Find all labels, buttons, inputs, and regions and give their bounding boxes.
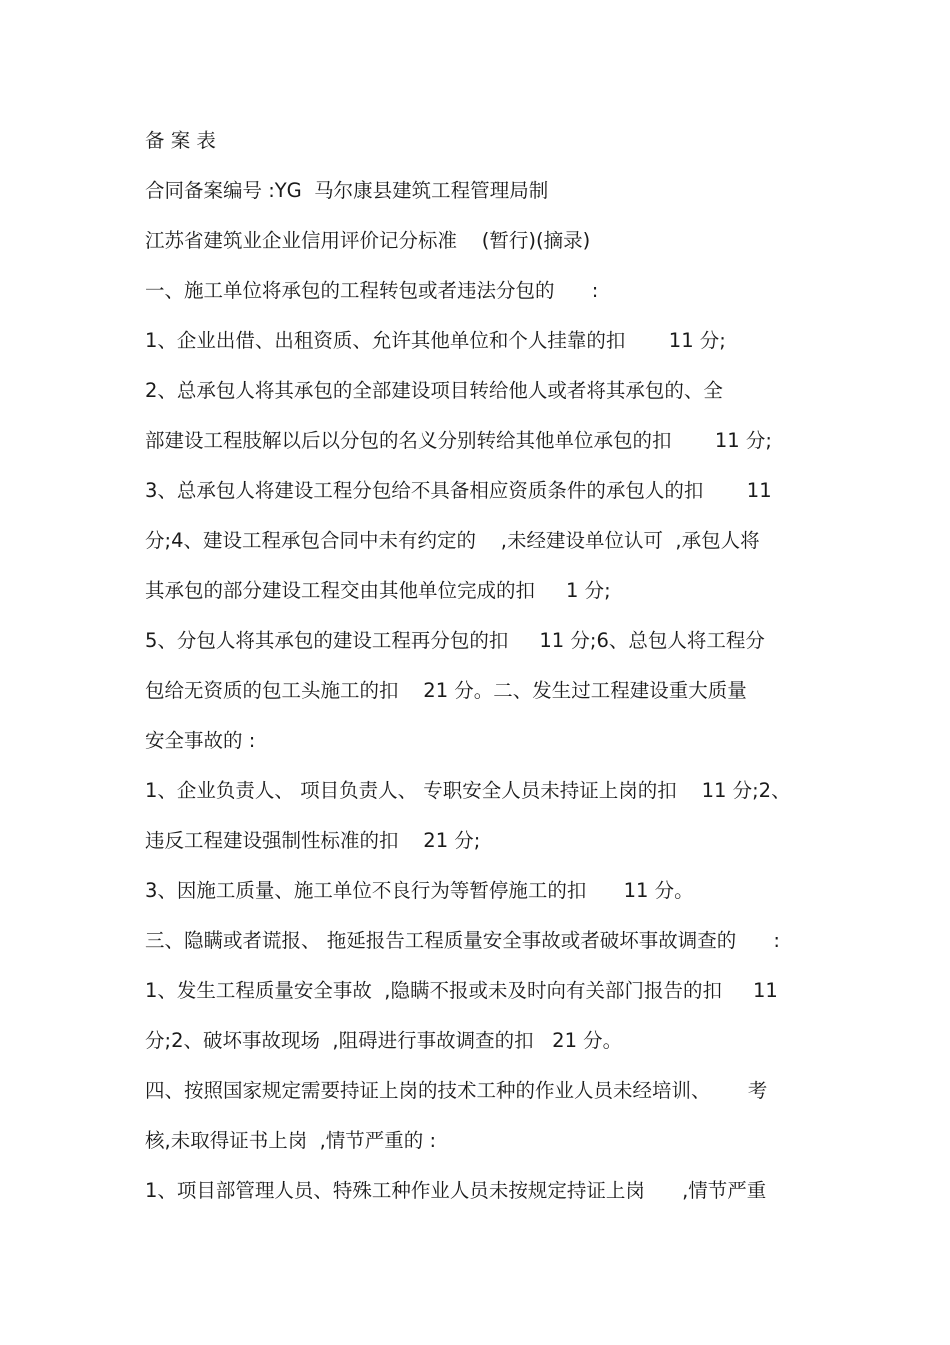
section-one-heading: 一、施工单位将承包的工程转包或者违法分包的 : [145, 279, 599, 302]
text-line: 分;2、破坏事故现场 ,阻碍进行事故调查的扣 21 分。 [145, 1029, 623, 1052]
text-line: 1、项目部管理人员、特殊工种作业人员未按规定持证上岗 ,情节严重 [145, 1179, 767, 1202]
text-line: 分;4、建设工程承包合同中未有约定的 ,未经建设单位认可 ,承包人将 [145, 529, 760, 552]
text-line: 包给无资质的包工头施工的扣 21 分。二、发生过工程建设重大质量 [145, 679, 747, 702]
text-line: 1、企业负责人、 项目负责人、 专职安全人员未持证上岗的扣 11 分;2、 [145, 779, 791, 802]
document-title: 备 案 表 [145, 129, 216, 152]
text-line: 3、总承包人将建设工程分包给不具备相应资质条件的承包人的扣 11 [145, 479, 772, 502]
text-line: 安全事故的 : [145, 729, 256, 752]
text-line: 1、企业出借、出租资质、允许其他单位和个人挂靠的扣 11 分; [145, 329, 726, 352]
text-line: 违反工程建设强制性标准的扣 21 分; [145, 829, 481, 852]
text-line: 2、总承包人将其承包的全部建设项目转给他人或者将其承包的、全 [145, 379, 723, 402]
text-line: 其承包的部分建设工程交由其他单位完成的扣 1 分; [145, 579, 611, 602]
standard-heading: 江苏省建筑业企业信用评价记分标准 (暂行)(摘录) [145, 229, 591, 252]
text-line: 核,未取得证书上岗 ,情节严重的 : [145, 1129, 437, 1152]
text-line: 3、因施工质量、施工单位不良行为等暂停施工的扣 11 分。 [145, 879, 694, 902]
text-line: 1、发生工程质量安全事故 ,隐瞒不报或未及时向有关部门报告的扣 11 [145, 979, 778, 1002]
section-four-heading: 四、按照国家规定需要持证上岗的技术工种的作业人员未经培训、 考 [145, 1079, 768, 1102]
section-three-heading: 三、隐瞒或者谎报、 拖延报告工程质量安全事故或者破坏事故调查的 : [145, 929, 780, 952]
text-line: 部建设工程肢解以后以分包的名义分别转给其他单位承包的扣 11 分; [145, 429, 772, 452]
contract-record-number: 合同备案编号 :YG 马尔康县建筑工程管理局制 [145, 179, 549, 202]
text-line: 5、分包人将其承包的建设工程再分包的扣 11 分;6、总包人将工程分 [145, 629, 765, 652]
